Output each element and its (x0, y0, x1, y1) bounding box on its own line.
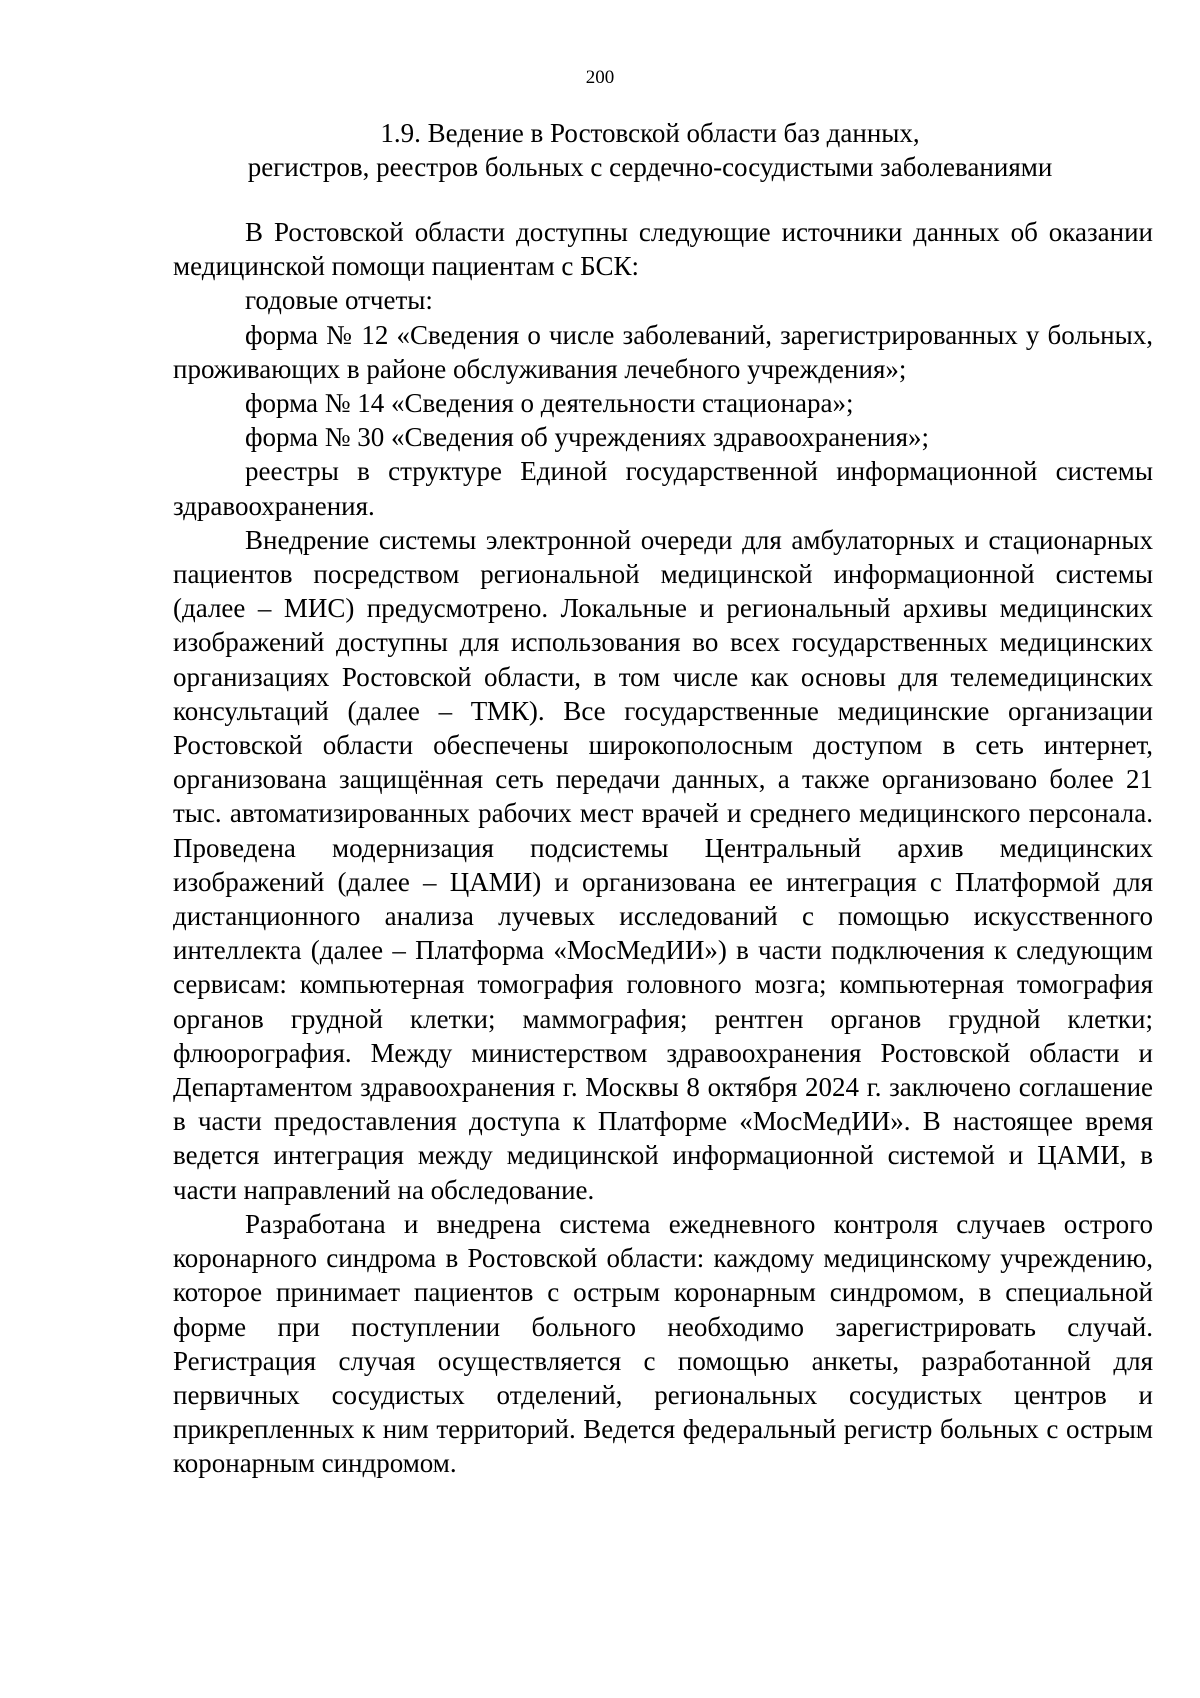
section-heading-line-2: регистров, реестров больных с сердечно-сосудистыми заболеваниями (247, 152, 1053, 182)
section-heading-line-1: 1.9. Ведение в Ростовской области баз данных, (380, 118, 920, 148)
page-number: 200 (585, 67, 615, 88)
paragraph-annual-reports: годовые отчеты: (245, 285, 433, 316)
paragraph-data-sources-intro: В Ростовской области доступны следующие источники данных об оказании медицинской помощи пациентам с БСК: (173, 217, 1153, 282)
paragraph-registries: реестры в структуре Единой государственной информационной системы здравоохранения. (173, 456, 1153, 521)
paragraph-electronic-queue: Внедрение системы электронной очереди для амбулаторных и стационарных пациентов посредством региональной медицинской информационной системы (далее – МИС) предусмотрено. Локальные и региональный архивы медицинских изображений доступны для использования во всех государственных медицинских организациях Ростовской области, в том числе как основы для телемедицинских консультаций (далее – ТМК). Все государственные медицинские организации Ростовской области обеспечены широкополосным доступом в сеть интернет, организована защищённая сеть передачи данных, а также организовано более 21 тыс. автоматизированных рабочих мест врачей и среднего медицинского персонала. Проведена модернизация подсистемы Центральный архив медицинских изображений (далее – ЦАМИ) и организована ее интеграция с Платформой для дистанционного анализа лучевых исследований с помощью искусственного интеллекта (далее – Платформа «МосМедИИ») в части подключения к следующим сервисам: компьютерная томография головного мозга; компьютерная томография органов грудной клетки; маммография; рентген органов грудной клетки; флюорография. Между министерством здравоохранения Ростовской области и Департаментом здравоохранения г. Москвы 8 октября 2024 г. заключено соглашение в части предоставления доступа к Платформе «МосМедИИ». В настоящее время ведется интеграция между медицинской информационной системой и ЦАМИ, в части направлений на обследование. (173, 524, 1153, 1205)
paragraph-form-12: форма № 12 «Сведения о числе заболеваний, зарегистрированных у больных, проживающих в районе обслуживания лечебного учреждения»; (173, 319, 1153, 384)
paragraph-acs-monitoring: Разработана и внедрена система ежедневного контроля случаев острого коронарного синдрома в Ростовской области: каждому медицинскому учреждению, которое принимает пациентов с острым коронарным синдромом, в специальной форме при поступлении больного необходимо зарегистрировать случай. Регистрация случая осуществляется с помощью анкеты, разработанной для первичных сосудистых отделений, региональных сосудистых центров и прикрепленных к ним территорий. Ведется федеральный регистр больных с острым коронарным синдромом. (173, 1208, 1153, 1479)
body-text (173, 215, 1153, 1481)
section-heading (180, 116, 1120, 184)
paragraph-form-14: форма № 14 «Сведения о деятельности стационара»; (245, 388, 854, 419)
paragraph-form-30: форма № 30 «Сведения об учреждениях здравоохранения»; (245, 422, 930, 453)
